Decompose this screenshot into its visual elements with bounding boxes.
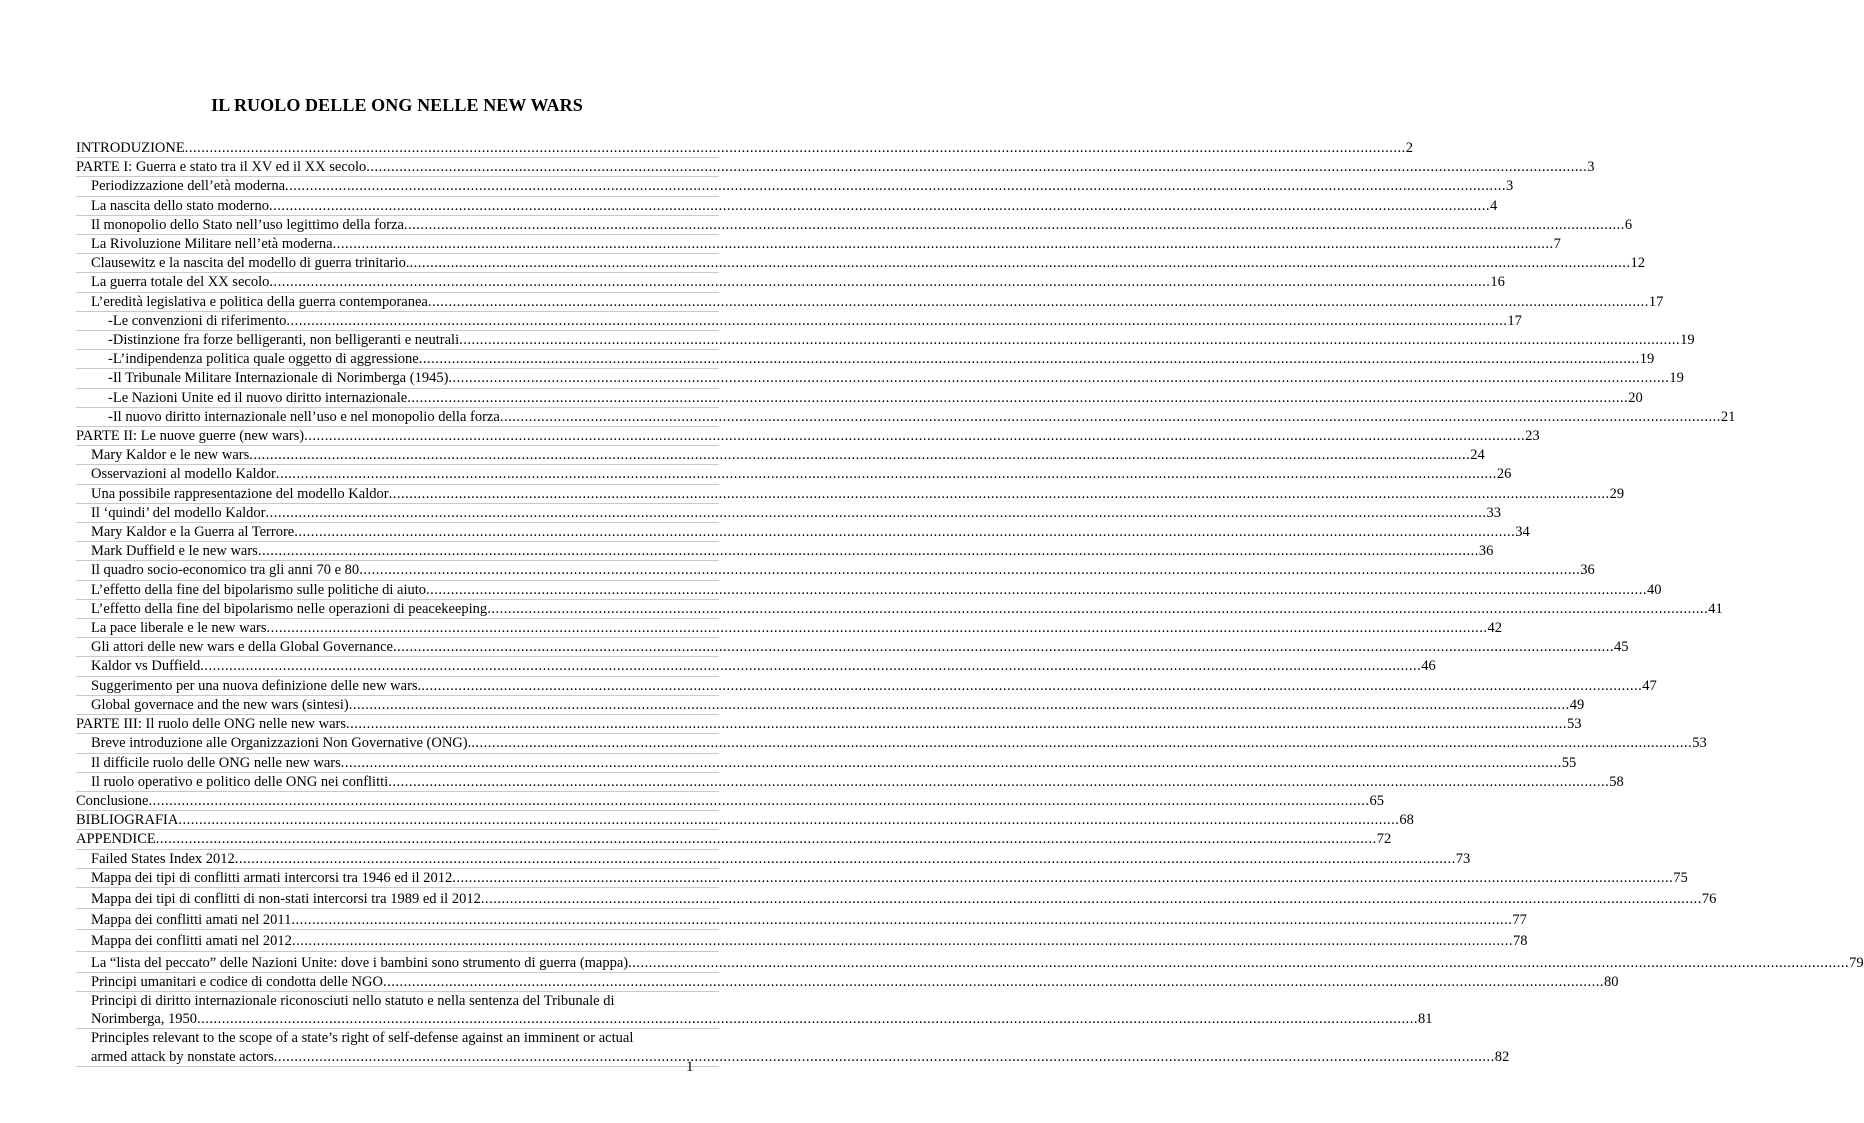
toc-leader	[471, 734, 1692, 752]
toc-entry-text: INTRODUZIONE	[76, 140, 185, 156]
toc-entry[interactable]	[76, 619, 1503, 638]
toc-leader	[404, 216, 1625, 234]
toc-entry-text-continued: Norimberga, 1950	[91, 1011, 198, 1028]
toc-entry-page: 3	[1587, 159, 1595, 176]
toc-entry-page: 65	[1369, 792, 1384, 809]
toc-entry[interactable]	[76, 293, 1664, 312]
toc-entry-text: Mark Duffield e le new wars	[91, 543, 258, 560]
toc-entry-page: 47	[1642, 677, 1657, 694]
toc-entry[interactable]	[76, 811, 1414, 830]
toc-entry-page: 58	[1609, 773, 1624, 790]
toc-leader	[291, 911, 1512, 929]
toc-leader	[428, 293, 1649, 311]
toc-entry-text: PARTE II: Le nuove guerre (new wars)	[76, 428, 305, 445]
toc-entry[interactable]	[76, 890, 1717, 909]
toc-entry[interactable]	[76, 869, 1688, 888]
toc-leader	[393, 638, 1614, 656]
toc-entry-text: Le convenzioni di riferimento	[112, 312, 287, 329]
toc-entry-page: 26	[1496, 466, 1512, 483]
toc-entry-text: Principles relevant to the scope of a state’s right of self-defense against an imminent or actual	[91, 1030, 634, 1047]
toc-leader	[487, 600, 1708, 618]
toc-entry-page: 34	[1515, 524, 1530, 541]
toc-leader	[197, 1010, 1418, 1028]
toc-entry-text: Distinzione fra forze belligeranti, non belligeranti e neutrali	[112, 332, 460, 349]
toc-entry[interactable]	[76, 427, 1540, 446]
toc-entry[interactable]	[76, 773, 1624, 792]
toc-leader	[235, 850, 1456, 868]
toc-leader	[286, 312, 1507, 330]
toc-leader	[149, 792, 1370, 810]
toc-entry-page: 12	[1630, 255, 1645, 272]
toc-subentry[interactable]	[76, 331, 1695, 350]
toc-entry[interactable]	[76, 830, 1392, 849]
toc-entry-page: 40	[1647, 581, 1662, 598]
toc-entry[interactable]	[76, 850, 1471, 869]
toc-leader	[459, 331, 1680, 349]
toc-entry[interactable]	[76, 734, 1707, 753]
toc-entry-text: Clausewitz e la nascita del modello di guerra trinitario.	[91, 255, 410, 272]
toc-entry-page: 81	[1418, 1011, 1433, 1028]
toc-entry-page: 19	[1639, 351, 1655, 368]
toc-entry-page: 4	[1489, 197, 1498, 214]
toc-leader	[419, 350, 1640, 368]
toc-entry[interactable]	[76, 216, 1633, 235]
toc-entry-text: PARTE I: Guerra e stato tra il XV ed il XX secolo	[76, 159, 367, 176]
toc-leader	[410, 254, 1631, 272]
toc-entry[interactable]	[76, 581, 1662, 600]
toc-entry[interactable]	[76, 600, 1723, 619]
toc-leader	[359, 561, 1580, 579]
toc-entry-page: 17	[1648, 293, 1664, 310]
toc-entry-page: 33	[1486, 504, 1501, 521]
toc-entry-page: 53	[1567, 716, 1582, 733]
toc-subentry[interactable]	[76, 350, 1655, 369]
toc-entry-text: PARTE III: Il ruolo delle ONG nelle new wars	[76, 716, 347, 733]
toc-leader	[452, 869, 1673, 887]
toc-subentry[interactable]	[76, 389, 1643, 408]
toc-entry-page: 75	[1673, 869, 1688, 886]
toc-leader	[341, 754, 1562, 772]
toc-entry-text: Mappa dei tipi di conflitti armati intercorsi tra 1946 ed il 2012	[91, 869, 453, 886]
table-of-contents	[76, 139, 1864, 1067]
toc-entry-page: 6	[1624, 216, 1633, 233]
toc-leader	[383, 973, 1604, 991]
toc-entry-text: Il Tribunale Militare Internazionale di Norimberga (1945)	[112, 370, 449, 387]
toc-entry[interactable]	[76, 992, 1433, 1029]
toc-entry-page: 82	[1494, 1048, 1510, 1065]
toc-entry-text: BIBLIOGRAFIA	[76, 812, 179, 829]
toc-entry[interactable]	[76, 465, 1512, 484]
toc-entry-text: La guerra totale del XX secolo	[91, 274, 270, 291]
toc-entry-text: Il ruolo operativo e politico delle ONG nei conflitti	[91, 773, 389, 790]
toc-entry-page: 36	[1478, 543, 1494, 560]
toc-entry[interactable]	[76, 523, 1530, 542]
toc-dash: -	[108, 370, 113, 387]
toc-entry[interactable]	[76, 677, 1657, 696]
toc-leader	[407, 389, 1628, 407]
toc-entry-text: Suggerimento per una nuova definizione delle new wars.	[91, 677, 422, 694]
toc-entry-page: 46	[1421, 658, 1436, 675]
toc-entry-page: 24	[1470, 447, 1485, 464]
toc-entry[interactable]	[76, 792, 1384, 811]
toc-entry-text: Gli attori delle new wars e della Global Governance	[91, 639, 393, 656]
toc-leader	[200, 657, 1421, 675]
toc-leader	[274, 1048, 1495, 1066]
toc-entry-page: 2	[1405, 140, 1413, 156]
toc-entry-continuation	[91, 1048, 1509, 1066]
toc-leader	[389, 485, 1610, 503]
toc-leader	[269, 197, 1490, 215]
toc-leader	[426, 581, 1647, 599]
toc-entry-page: 42	[1487, 620, 1503, 637]
toc-entry-page: 77	[1512, 912, 1527, 929]
toc-leader	[276, 465, 1497, 483]
toc-leader	[258, 542, 1479, 560]
toc-entry-text: Global governace and the new wars (sintesi)	[91, 696, 349, 713]
toc-entry-page: 23	[1525, 428, 1540, 445]
toc-entry-text: Le Nazioni Unite ed il nuovo diritto internazionale	[112, 389, 408, 406]
toc-leader	[292, 932, 1513, 950]
toc-leader	[178, 811, 1399, 829]
toc-entry-text: Mappa dei tipi di conflitti di non-stati intercorsi tra 1989 ed il 2012	[91, 890, 481, 907]
toc-leader	[267, 619, 1488, 637]
toc-entry-page: 68	[1399, 812, 1414, 829]
toc-entry-page: 16	[1490, 274, 1505, 291]
toc-entry[interactable]	[76, 485, 1625, 504]
toc-leader	[421, 677, 1642, 695]
toc-leader	[269, 273, 1490, 291]
toc-dash: -	[108, 351, 113, 368]
toc-entry-text: L’indipendenza politica quale oggetto di aggressione	[112, 351, 419, 368]
toc-entry[interactable]	[76, 446, 1485, 465]
toc-leader	[481, 890, 1702, 908]
toc-entry-text: Mappa dei conflitti amati nel 2012	[91, 933, 292, 950]
toc-entry-page: 73	[1455, 850, 1471, 867]
toc-entry-page: 17	[1507, 312, 1522, 329]
toc-entry[interactable]	[76, 177, 1514, 196]
toc-entry-continuation	[91, 1010, 1433, 1028]
toc-entry[interactable]	[76, 273, 1505, 292]
toc-leader	[346, 715, 1567, 733]
toc-entry[interactable]	[76, 542, 1494, 561]
toc-entry-text: Kaldor vs Duffield	[91, 658, 201, 675]
toc-dash: -	[108, 389, 113, 406]
toc-entry-text: Il difficile ruolo delle ONG nelle new wars	[91, 754, 341, 771]
toc-entry-text: Mary Kaldor e le new wars	[91, 447, 250, 464]
toc-entry-page: 41	[1708, 600, 1723, 617]
toc-entry-page: 29	[1609, 485, 1625, 502]
toc-entry[interactable]	[76, 561, 1595, 580]
toc-entry[interactable]	[76, 504, 1501, 523]
toc-entry-text: Periodizzazione dell’età moderna	[91, 178, 286, 195]
toc-leader	[628, 954, 1849, 972]
toc-leader	[388, 773, 1609, 791]
toc-entry[interactable]	[76, 657, 1436, 676]
toc-dash: -	[108, 332, 113, 349]
document-title: IL RUOLO DELLE ONG NELLE NEW WARS	[211, 95, 583, 115]
toc-entry-text: Mappa dei conflitti amati nel 2011	[91, 912, 292, 929]
toc-leader	[294, 523, 1515, 541]
toc-entry-text: Principi di diritto internazionale riconosciuti nello statuto e nella sentenza del Tribunale di	[91, 992, 615, 1009]
page-number: 1	[686, 1059, 694, 1075]
toc-entry[interactable]	[76, 754, 1577, 773]
toc-entry-page: 55	[1561, 754, 1577, 771]
toc-leader	[304, 427, 1525, 445]
toc-entry-page: 49	[1569, 696, 1585, 713]
toc-entry[interactable]	[76, 235, 1561, 254]
toc-entry-page: 21	[1720, 408, 1736, 425]
toc-leader	[266, 504, 1487, 522]
toc-dash: -	[108, 312, 113, 329]
toc-entry-text: Principi umanitari e codice di condotta delle NGO	[91, 973, 383, 990]
toc-entry-page: 78	[1512, 933, 1528, 950]
toc-entry[interactable]	[76, 911, 1527, 930]
toc-entry-text: Il quadro socio-economico tra gli anni 70 e 80	[91, 562, 360, 579]
toc-entry-page: 20	[1628, 389, 1643, 406]
toc-entry-text: La nascita dello stato moderno	[91, 197, 269, 214]
toc-subentry[interactable]	[76, 369, 1684, 388]
toc-entry-page: 76	[1701, 890, 1717, 907]
toc-leader	[249, 446, 1470, 464]
toc-entry-text: Conclusione	[76, 792, 149, 809]
toc-entry[interactable]	[76, 954, 1864, 973]
toc-entry-page: 72	[1376, 831, 1392, 848]
toc-subentry[interactable]	[76, 408, 1736, 427]
toc-entry-page: 19	[1680, 332, 1695, 349]
toc-leader	[333, 235, 1554, 253]
toc-entry-text: Breve introduzione alle Organizzazioni Non Governative (ONG).	[91, 735, 472, 752]
toc-entry[interactable]	[76, 197, 1498, 216]
toc-entry-page: 80	[1603, 973, 1619, 990]
toc-leader	[185, 139, 1406, 157]
toc-leader	[156, 830, 1377, 848]
toc-entry-text: L’effetto della fine del bipolarismo nelle operazioni di peacekeeping	[91, 600, 488, 617]
toc-entry-text: APPENDICE	[76, 831, 156, 848]
toc-entry[interactable]	[76, 1029, 1510, 1066]
toc-entry-text: Una possibile rappresentazione del modello Kaldor	[91, 485, 389, 502]
toc-entry-page: 3	[1506, 178, 1514, 195]
toc-entry-text: Il monopolio dello Stato nell’uso legittimo della forza	[91, 216, 404, 233]
toc-entry-text: Mary Kaldor e la Guerra al Terrore	[91, 524, 295, 541]
toc-entry-text: Osservazioni al modello Kaldor	[91, 466, 276, 483]
toc-entry-page: 7	[1553, 236, 1561, 253]
toc-entry-text: Failed States Index 2012	[91, 850, 235, 867]
toc-entry-text: Il nuovo diritto internazionale nell’uso e nel monopolio della forza	[112, 408, 500, 425]
toc-entry[interactable]	[76, 715, 1582, 734]
toc-entry-page: 45	[1613, 639, 1629, 656]
toc-entry[interactable]	[76, 932, 1528, 951]
toc-entry[interactable]	[76, 638, 1629, 657]
toc-leader	[366, 158, 1587, 176]
toc-leader	[500, 408, 1721, 426]
toc-entry-text: La “lista del peccato” delle Nazioni Unite: dove i bambini sono strumento di guerra (mappa)	[91, 954, 629, 971]
toc-leader	[448, 369, 1669, 387]
toc-entry-page: 53	[1692, 735, 1707, 752]
toc-entry-text: L’eredità legislativa e politica della guerra contemporanea	[91, 293, 428, 310]
toc-dash: -	[108, 408, 113, 425]
toc-subentry[interactable]	[76, 312, 1522, 331]
toc-entry-page: 79	[1849, 954, 1864, 971]
toc-entry[interactable]	[76, 254, 1645, 273]
toc-entry-page: 36	[1580, 562, 1595, 579]
toc-entry-text: Il ‘quindi’ del modello Kaldor	[91, 504, 266, 521]
toc-entry[interactable]	[76, 158, 1595, 177]
toc-entry-text: La pace liberale e le new wars	[91, 620, 267, 637]
toc-entry[interactable]	[76, 139, 1413, 158]
toc-entry-text-continued: armed attack by nonstate actors	[91, 1048, 274, 1065]
toc-entry[interactable]	[76, 973, 1619, 992]
toc-entry[interactable]	[76, 696, 1585, 715]
toc-entry-page: 19	[1669, 370, 1684, 387]
toc-leader	[285, 177, 1506, 195]
toc-entry-text: La Rivoluzione Militare nell’età moderna	[91, 236, 333, 253]
toc-entry-text: L’effetto della fine del bipolarismo sulle politiche di aiuto	[91, 581, 427, 598]
toc-leader	[349, 696, 1570, 714]
